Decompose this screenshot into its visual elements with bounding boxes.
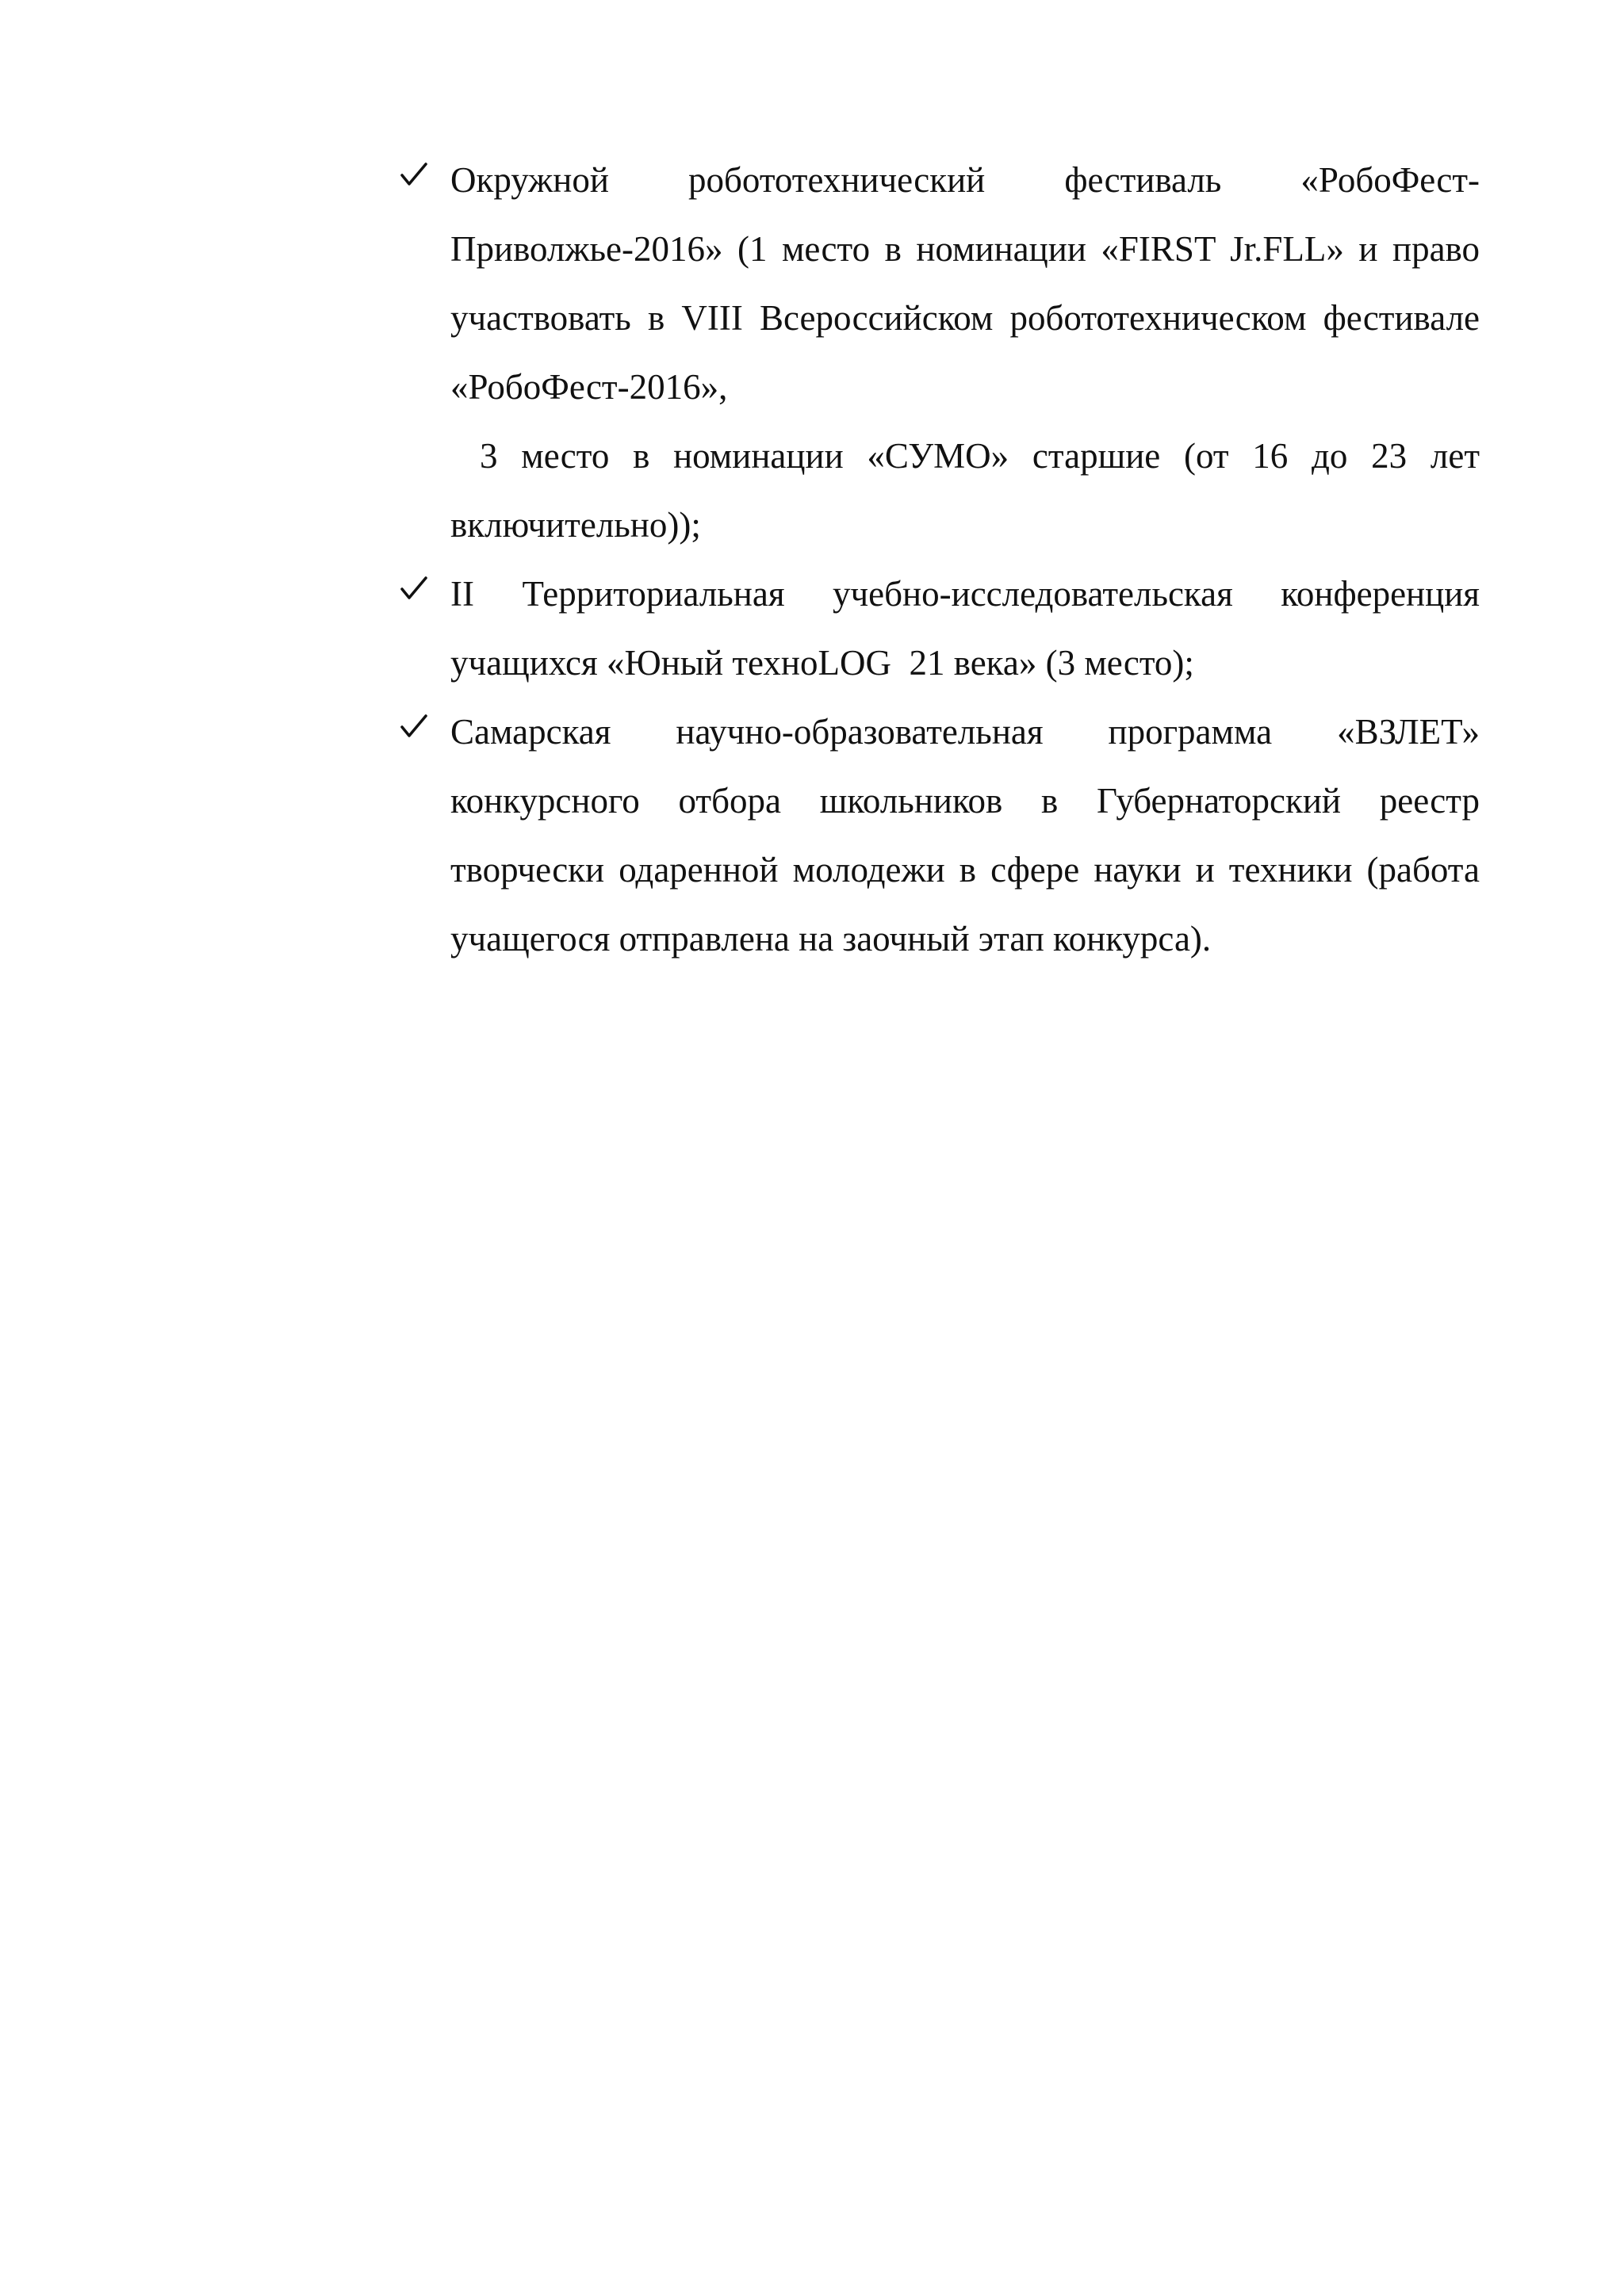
checkmark-icon	[400, 574, 428, 603]
award-text: II Территориальная учебно-исследовательская конференция учащихся «Юный техноLOG 21 века» (3 место);	[450, 574, 1489, 683]
list-item	[395, 560, 1489, 698]
award-text-continuation: 3 место в номинации «СУМО» старшие (от 16 до 23 лет включительно));	[450, 436, 1480, 545]
list-item	[395, 146, 1480, 560]
awards-list	[395, 146, 1489, 974]
checkmark-icon	[400, 712, 428, 740]
award-text: Окружной робототехнический фестиваль «РобоФест-Приволжье-2016» (1 место в номинации «FIRST Jr.FLL» и право участвовать в VIII Всероссийском робототехническом фестивале «РобоФест-2016»,	[450, 160, 1480, 407]
award-text: Самарская научно-образовательная программа «ВЗЛЕТ» конкурсного отбора школьников в Губернаторский реестр творчески одаренной молодежи в сфере науки и техники (работа учащегося отправлена на заочный этап конкурса).	[450, 712, 1480, 959]
list-item	[395, 698, 1480, 974]
checkmark-icon	[400, 160, 428, 189]
